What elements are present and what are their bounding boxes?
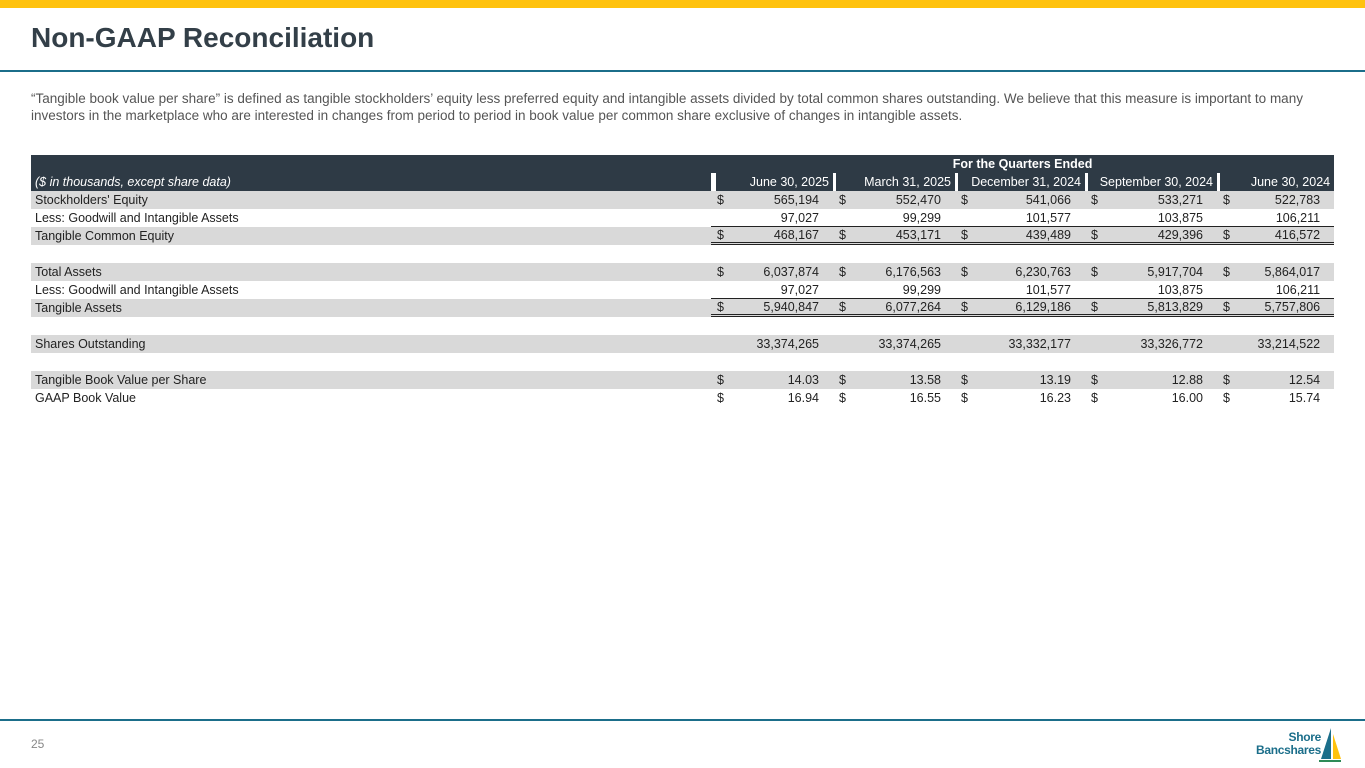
value-cell: 15.74 — [1288, 391, 1321, 405]
currency-symbol: $ — [711, 263, 733, 281]
reconciliation-table — [31, 155, 1334, 407]
table-row — [31, 335, 1334, 353]
currency-symbol: $ — [711, 371, 733, 389]
value-cell: 453,171 — [855, 227, 955, 245]
table-row — [31, 389, 1334, 407]
currency-symbol: $ — [1217, 191, 1239, 209]
value-cell: 101,577 — [977, 209, 1085, 227]
value-cell: 33,374,265 — [733, 335, 833, 353]
currency-symbol: $ — [1085, 371, 1107, 389]
currency-symbol: $ — [833, 371, 855, 389]
currency-symbol: $ — [955, 263, 977, 281]
currency-symbol: $ — [1223, 391, 1230, 405]
value-cell: 99,299 — [855, 281, 955, 299]
currency-symbol: $ — [833, 263, 855, 281]
value-cell: 16.23 — [1039, 391, 1071, 405]
currency-symbol: $ — [955, 191, 977, 209]
row-label: Tangible Common Equity — [31, 227, 711, 245]
currency-symbol: $ — [833, 227, 855, 245]
value-cell: 5,940,847 — [733, 299, 833, 317]
value-cell: 103,875 — [1107, 281, 1217, 299]
value-cell: 12.88 — [1107, 371, 1217, 389]
currency-symbol: $ — [1085, 299, 1107, 317]
column-header: June 30, 2024 — [1217, 173, 1334, 191]
value-cell: 33,214,522 — [1239, 335, 1334, 353]
currency-symbol: $ — [1217, 371, 1239, 389]
row-label: Less: Goodwill and Intangible Assets — [35, 283, 239, 297]
value-cell: 429,396 — [1107, 227, 1217, 245]
value-cell: 97,027 — [733, 209, 833, 227]
value-cell: 6,077,264 — [855, 299, 955, 317]
value-cell: 13.19 — [977, 371, 1085, 389]
currency-symbol: $ — [1217, 299, 1239, 317]
table-row — [31, 191, 1334, 209]
value-cell: 101,577 — [977, 281, 1085, 299]
value-cell: 533,271 — [1107, 191, 1217, 209]
row-label: Tangible Assets — [31, 299, 711, 317]
table-row — [31, 263, 1334, 281]
value-cell: 103,875 — [1107, 209, 1217, 227]
value-cell: 6,037,874 — [733, 263, 833, 281]
table-row — [31, 299, 1334, 317]
currency-symbol: $ — [1217, 227, 1239, 245]
value-cell: 565,194 — [733, 191, 833, 209]
intro-paragraph: “Tangible book value per share” is defined as tangible stockholders’ equity less preferred equity and intangible assets divided by total common shares outstanding. We believe that this measure is important to many investors in the marketplace who are interested in changes from period to period in book value per common share exclusive of changes in intangible assets. — [31, 91, 1303, 123]
value-cell: 33,326,772 — [1107, 335, 1217, 353]
table-row — [31, 209, 1334, 227]
currency-symbol: $ — [955, 227, 977, 245]
currency-symbol: $ — [839, 391, 846, 405]
row-label: Shares Outstanding — [31, 335, 711, 353]
currency-symbol: $ — [1217, 263, 1239, 281]
currency-symbol: $ — [1085, 227, 1107, 245]
value-cell: 5,813,829 — [1107, 299, 1217, 317]
value-cell: 13.58 — [855, 371, 955, 389]
row-label: Tangible Book Value per Share — [31, 371, 711, 389]
currency-symbol: $ — [961, 391, 968, 405]
value-cell: 522,783 — [1239, 191, 1334, 209]
value-cell: 6,230,763 — [977, 263, 1085, 281]
column-header: June 30, 2025 — [711, 173, 833, 191]
currency-symbol: $ — [833, 299, 855, 317]
super-header: For the Quarters Ended — [711, 155, 1334, 173]
value-cell: 16.55 — [909, 391, 941, 405]
column-header: September 30, 2024 — [1085, 173, 1217, 191]
currency-symbol: $ — [833, 191, 855, 209]
value-cell: 416,572 — [1239, 227, 1334, 245]
logo-line-2: Bancshares — [1255, 743, 1321, 757]
value-cell: 14.03 — [733, 371, 833, 389]
top-accent-bar — [0, 0, 1365, 8]
currency-symbol: $ — [711, 299, 733, 317]
value-cell: 106,211 — [1239, 209, 1334, 227]
value-cell: 5,757,806 — [1239, 299, 1334, 317]
currency-symbol: $ — [1091, 391, 1098, 405]
row-label: Total Assets — [31, 263, 711, 281]
table-row — [31, 371, 1334, 389]
row-label: Stockholders' Equity — [31, 191, 711, 209]
column-header: March 31, 2025 — [833, 173, 955, 191]
currency-symbol: $ — [717, 391, 724, 405]
value-cell: 439,489 — [977, 227, 1085, 245]
value-cell: 16.94 — [787, 391, 819, 405]
column-header: December 31, 2024 — [955, 173, 1085, 191]
value-cell: 97,027 — [733, 281, 833, 299]
header-blank-cell — [31, 155, 711, 173]
currency-symbol: $ — [1085, 263, 1107, 281]
page-number: 25 — [31, 737, 45, 751]
value-cell: 6,129,186 — [977, 299, 1085, 317]
currency-symbol: $ — [1085, 191, 1107, 209]
table-row — [31, 281, 1334, 299]
value-cell: 6,176,563 — [855, 263, 955, 281]
logo-line-1: Shore — [1288, 730, 1321, 744]
sail-icon — [1255, 726, 1341, 764]
currency-symbol: $ — [955, 299, 977, 317]
value-cell: 541,066 — [977, 191, 1085, 209]
value-cell: 16.00 — [1171, 391, 1203, 405]
value-cell: 12.54 — [1239, 371, 1334, 389]
value-cell: 33,374,265 — [855, 335, 955, 353]
value-cell: 5,917,704 — [1107, 263, 1217, 281]
currency-symbol: $ — [711, 191, 733, 209]
value-cell: 468,167 — [733, 227, 833, 245]
value-cell: 552,470 — [855, 191, 955, 209]
company-logo — [1255, 726, 1341, 764]
currency-symbol: $ — [955, 371, 977, 389]
page-title: Non-GAAP Reconciliation — [31, 22, 375, 53]
table-row — [31, 227, 1334, 245]
units-label: ($ in thousands, except share data) — [31, 173, 711, 191]
row-label: GAAP Book Value — [35, 391, 136, 405]
title-divider — [0, 70, 1365, 72]
value-cell: 5,864,017 — [1239, 263, 1334, 281]
value-cell: 99,299 — [855, 209, 955, 227]
row-label: Less: Goodwill and Intangible Assets — [35, 211, 239, 225]
value-cell: 106,211 — [1239, 281, 1334, 299]
currency-symbol: $ — [711, 227, 733, 245]
footer-divider — [0, 719, 1365, 721]
value-cell: 33,332,177 — [977, 335, 1085, 353]
